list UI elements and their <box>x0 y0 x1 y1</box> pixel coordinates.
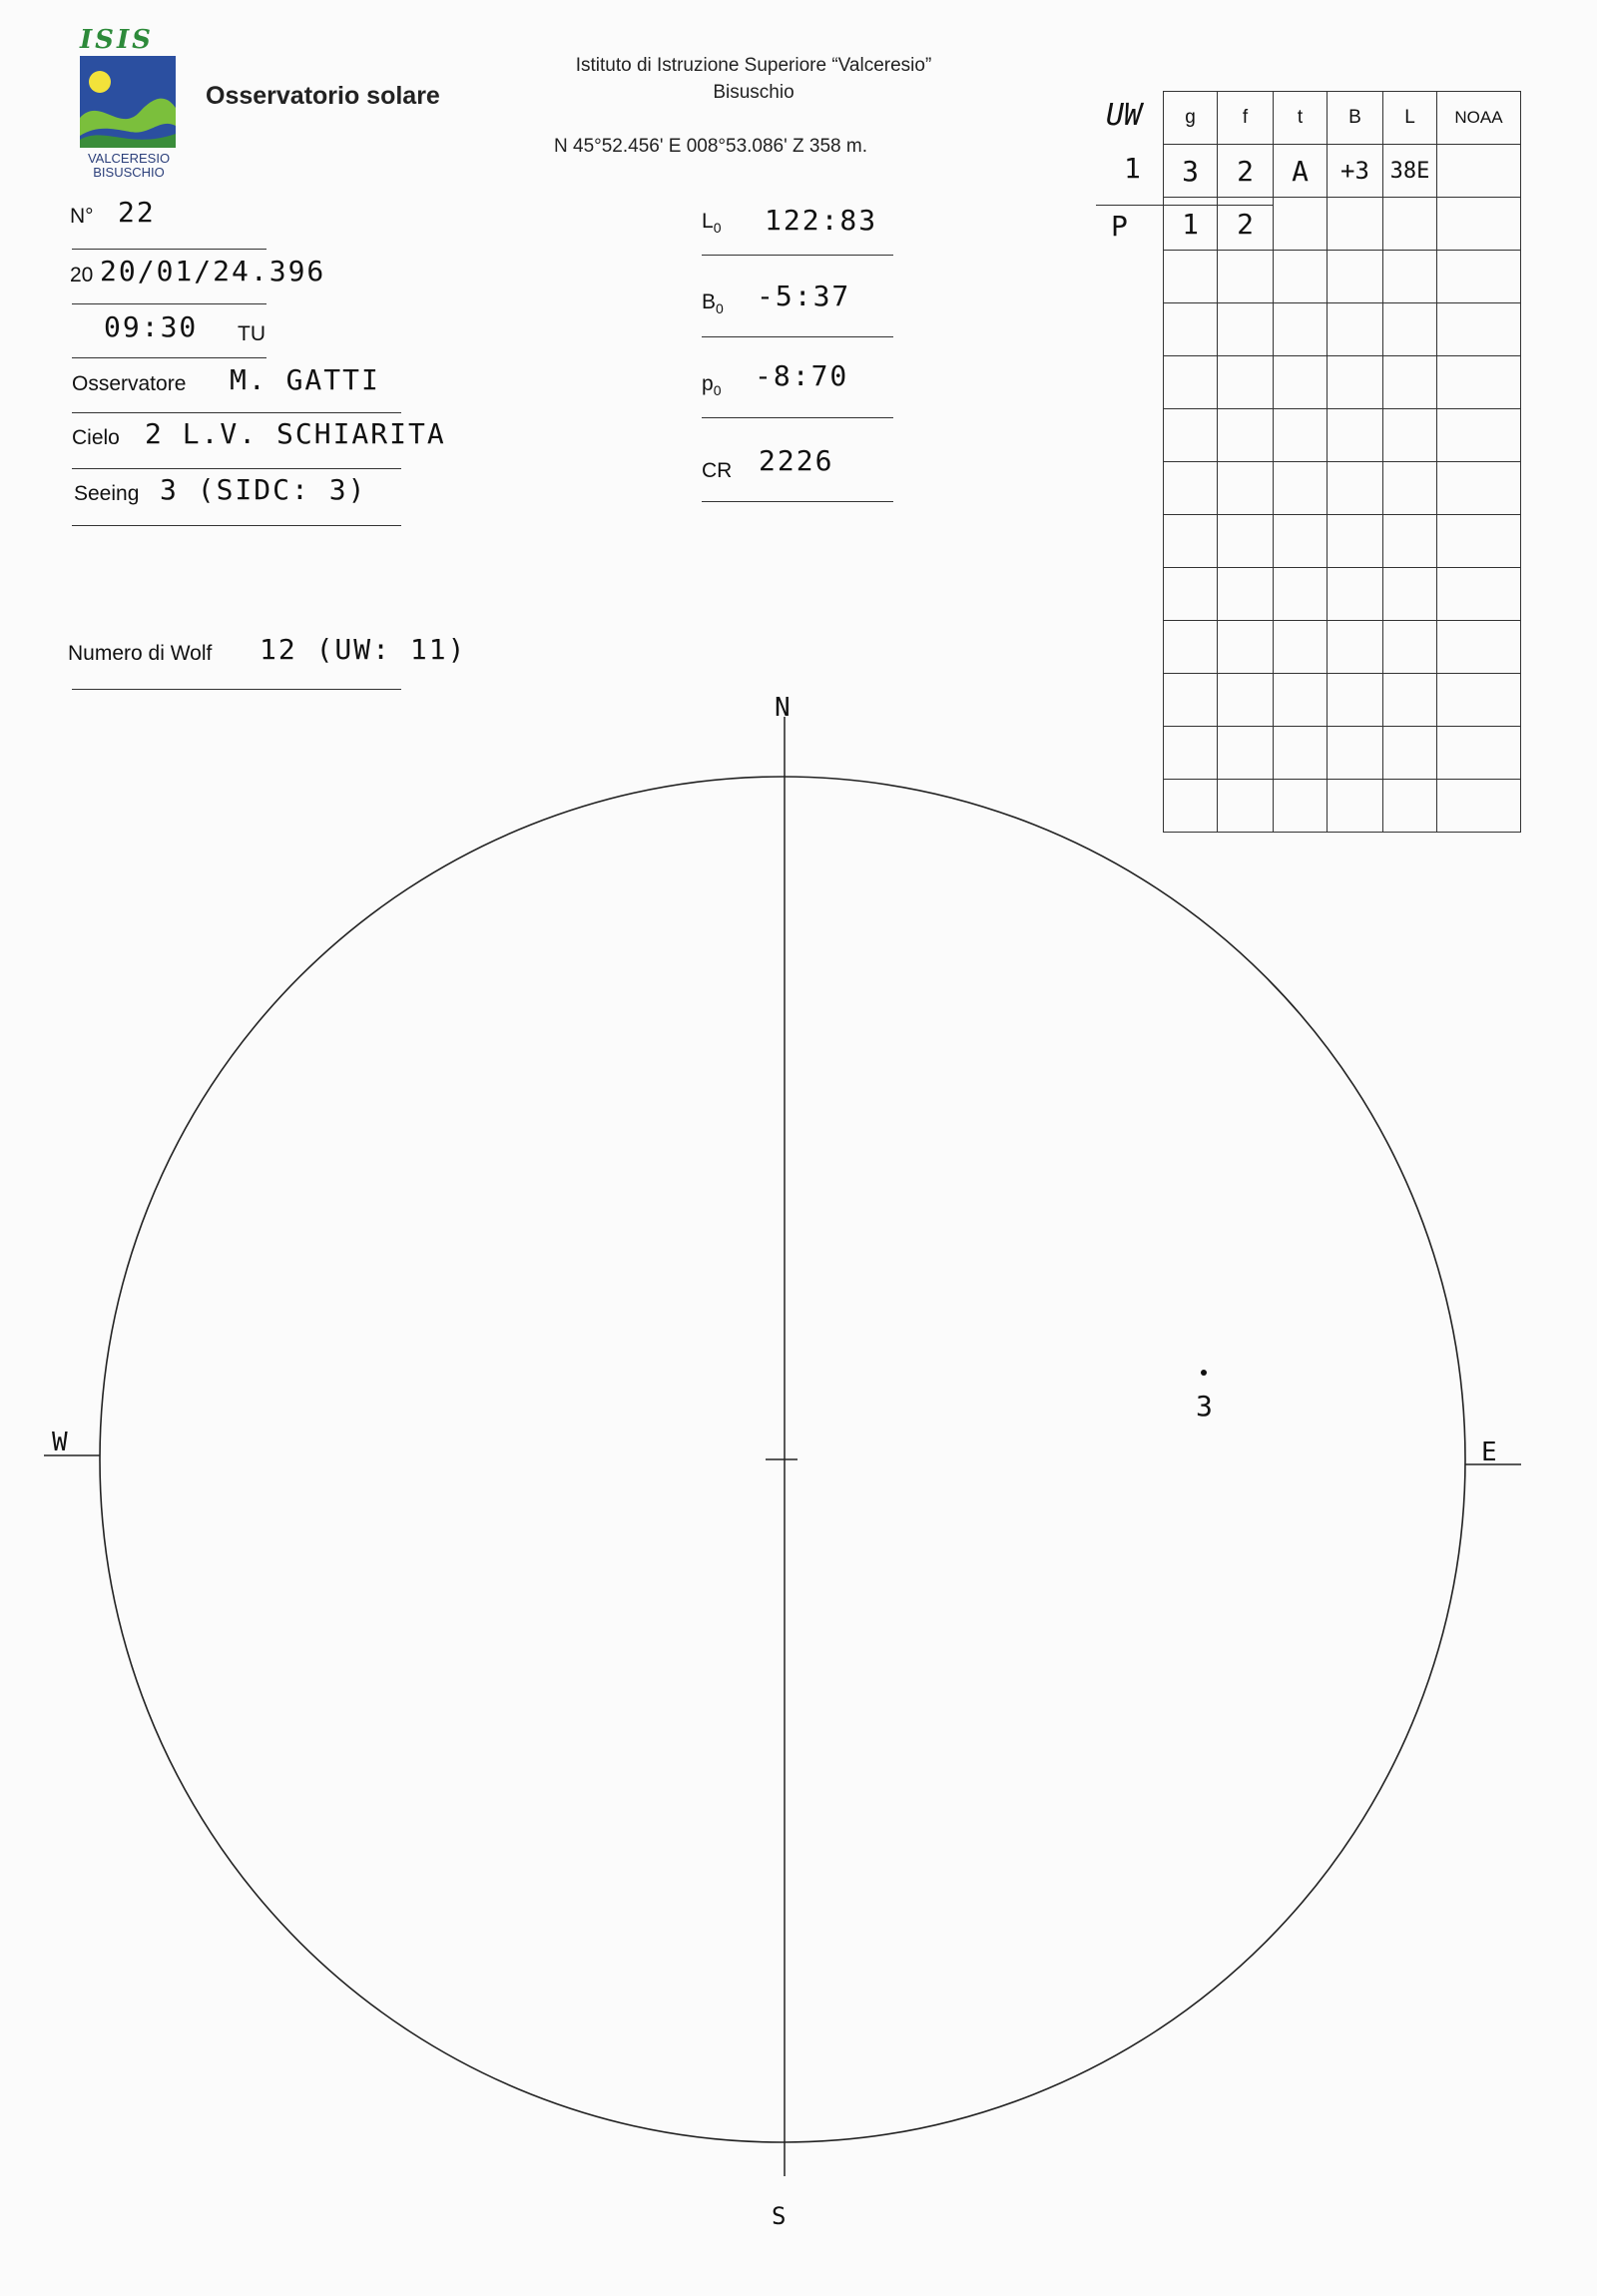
cr-value: 2226 <box>759 444 834 477</box>
b0-value: -5:37 <box>757 280 851 312</box>
wolf-label: Numero di Wolf <box>68 642 213 665</box>
table-cell: +3 <box>1328 145 1383 198</box>
logo-caption-line2: BISUSCHIO <box>93 165 165 180</box>
date-prefix: 20 <box>70 264 94 287</box>
logo-caption-line1: VALCERESIO <box>87 151 171 166</box>
table-cell: 3 <box>1164 145 1218 198</box>
number-label: N° <box>70 205 94 228</box>
cr-label: CR <box>702 459 733 482</box>
observer-label: Osservatore <box>72 372 187 395</box>
sunspot-marker <box>1201 1370 1207 1376</box>
date-value: 20/01/24.396 <box>100 255 326 287</box>
p0-value: -8:70 <box>755 359 849 392</box>
east-label: E <box>1481 1437 1497 1467</box>
south-label: S <box>772 2202 787 2230</box>
observer-value: M. GATTI <box>230 363 380 396</box>
seeing-value: 3 (SIDC: 3) <box>160 473 367 506</box>
col-l: L <box>1383 92 1437 145</box>
l0-label: $L_0$ <box>702 210 722 237</box>
observatory-title: Osservatorio solare <box>206 82 440 110</box>
wolf-value: 12 (UW: 11) <box>260 633 467 666</box>
sky-value: 2 L.V. SCHIARITA <box>145 417 446 450</box>
sunspot-group-label: 3 <box>1196 1390 1213 1423</box>
uw-value-row1: 1 <box>1124 152 1141 185</box>
time-unit: TU <box>238 322 266 345</box>
north-label: N <box>775 693 791 723</box>
col-f: f <box>1218 92 1274 145</box>
col-b: B <box>1328 92 1383 145</box>
west-label: W <box>52 1428 68 1457</box>
table-cell: 38E <box>1383 145 1437 198</box>
table-cell: 2 <box>1218 145 1274 198</box>
seeing-label: Seeing <box>74 482 140 505</box>
time-value: 09:30 <box>104 310 199 343</box>
col-g: g <box>1164 92 1218 145</box>
l0-value: 122:83 <box>765 204 878 237</box>
p0-label: $p_0$ <box>702 372 722 399</box>
b0-label: $B_0$ <box>702 290 724 317</box>
number-value: 22 <box>118 196 156 229</box>
observatory-coordinates: N 45°52.456' E 008°53.086' Z 358 m. <box>554 136 867 157</box>
table-cell: 1 <box>1164 198 1218 251</box>
uw-value-row2: P <box>1111 210 1128 243</box>
sky-label: Cielo <box>72 426 120 449</box>
col-noaa: NOAA <box>1437 92 1521 145</box>
institute-line1: Istituto di Istruzione Superiore “Valceresio” <box>575 55 932 76</box>
table-cell: 2 <box>1218 198 1274 251</box>
col-t: t <box>1274 92 1328 145</box>
table-cell: A <box>1274 145 1328 198</box>
institute-line2: Bisuschio <box>713 82 795 103</box>
logo-lettering: ISIS <box>80 25 154 55</box>
uw-header: UW <box>1106 98 1143 133</box>
